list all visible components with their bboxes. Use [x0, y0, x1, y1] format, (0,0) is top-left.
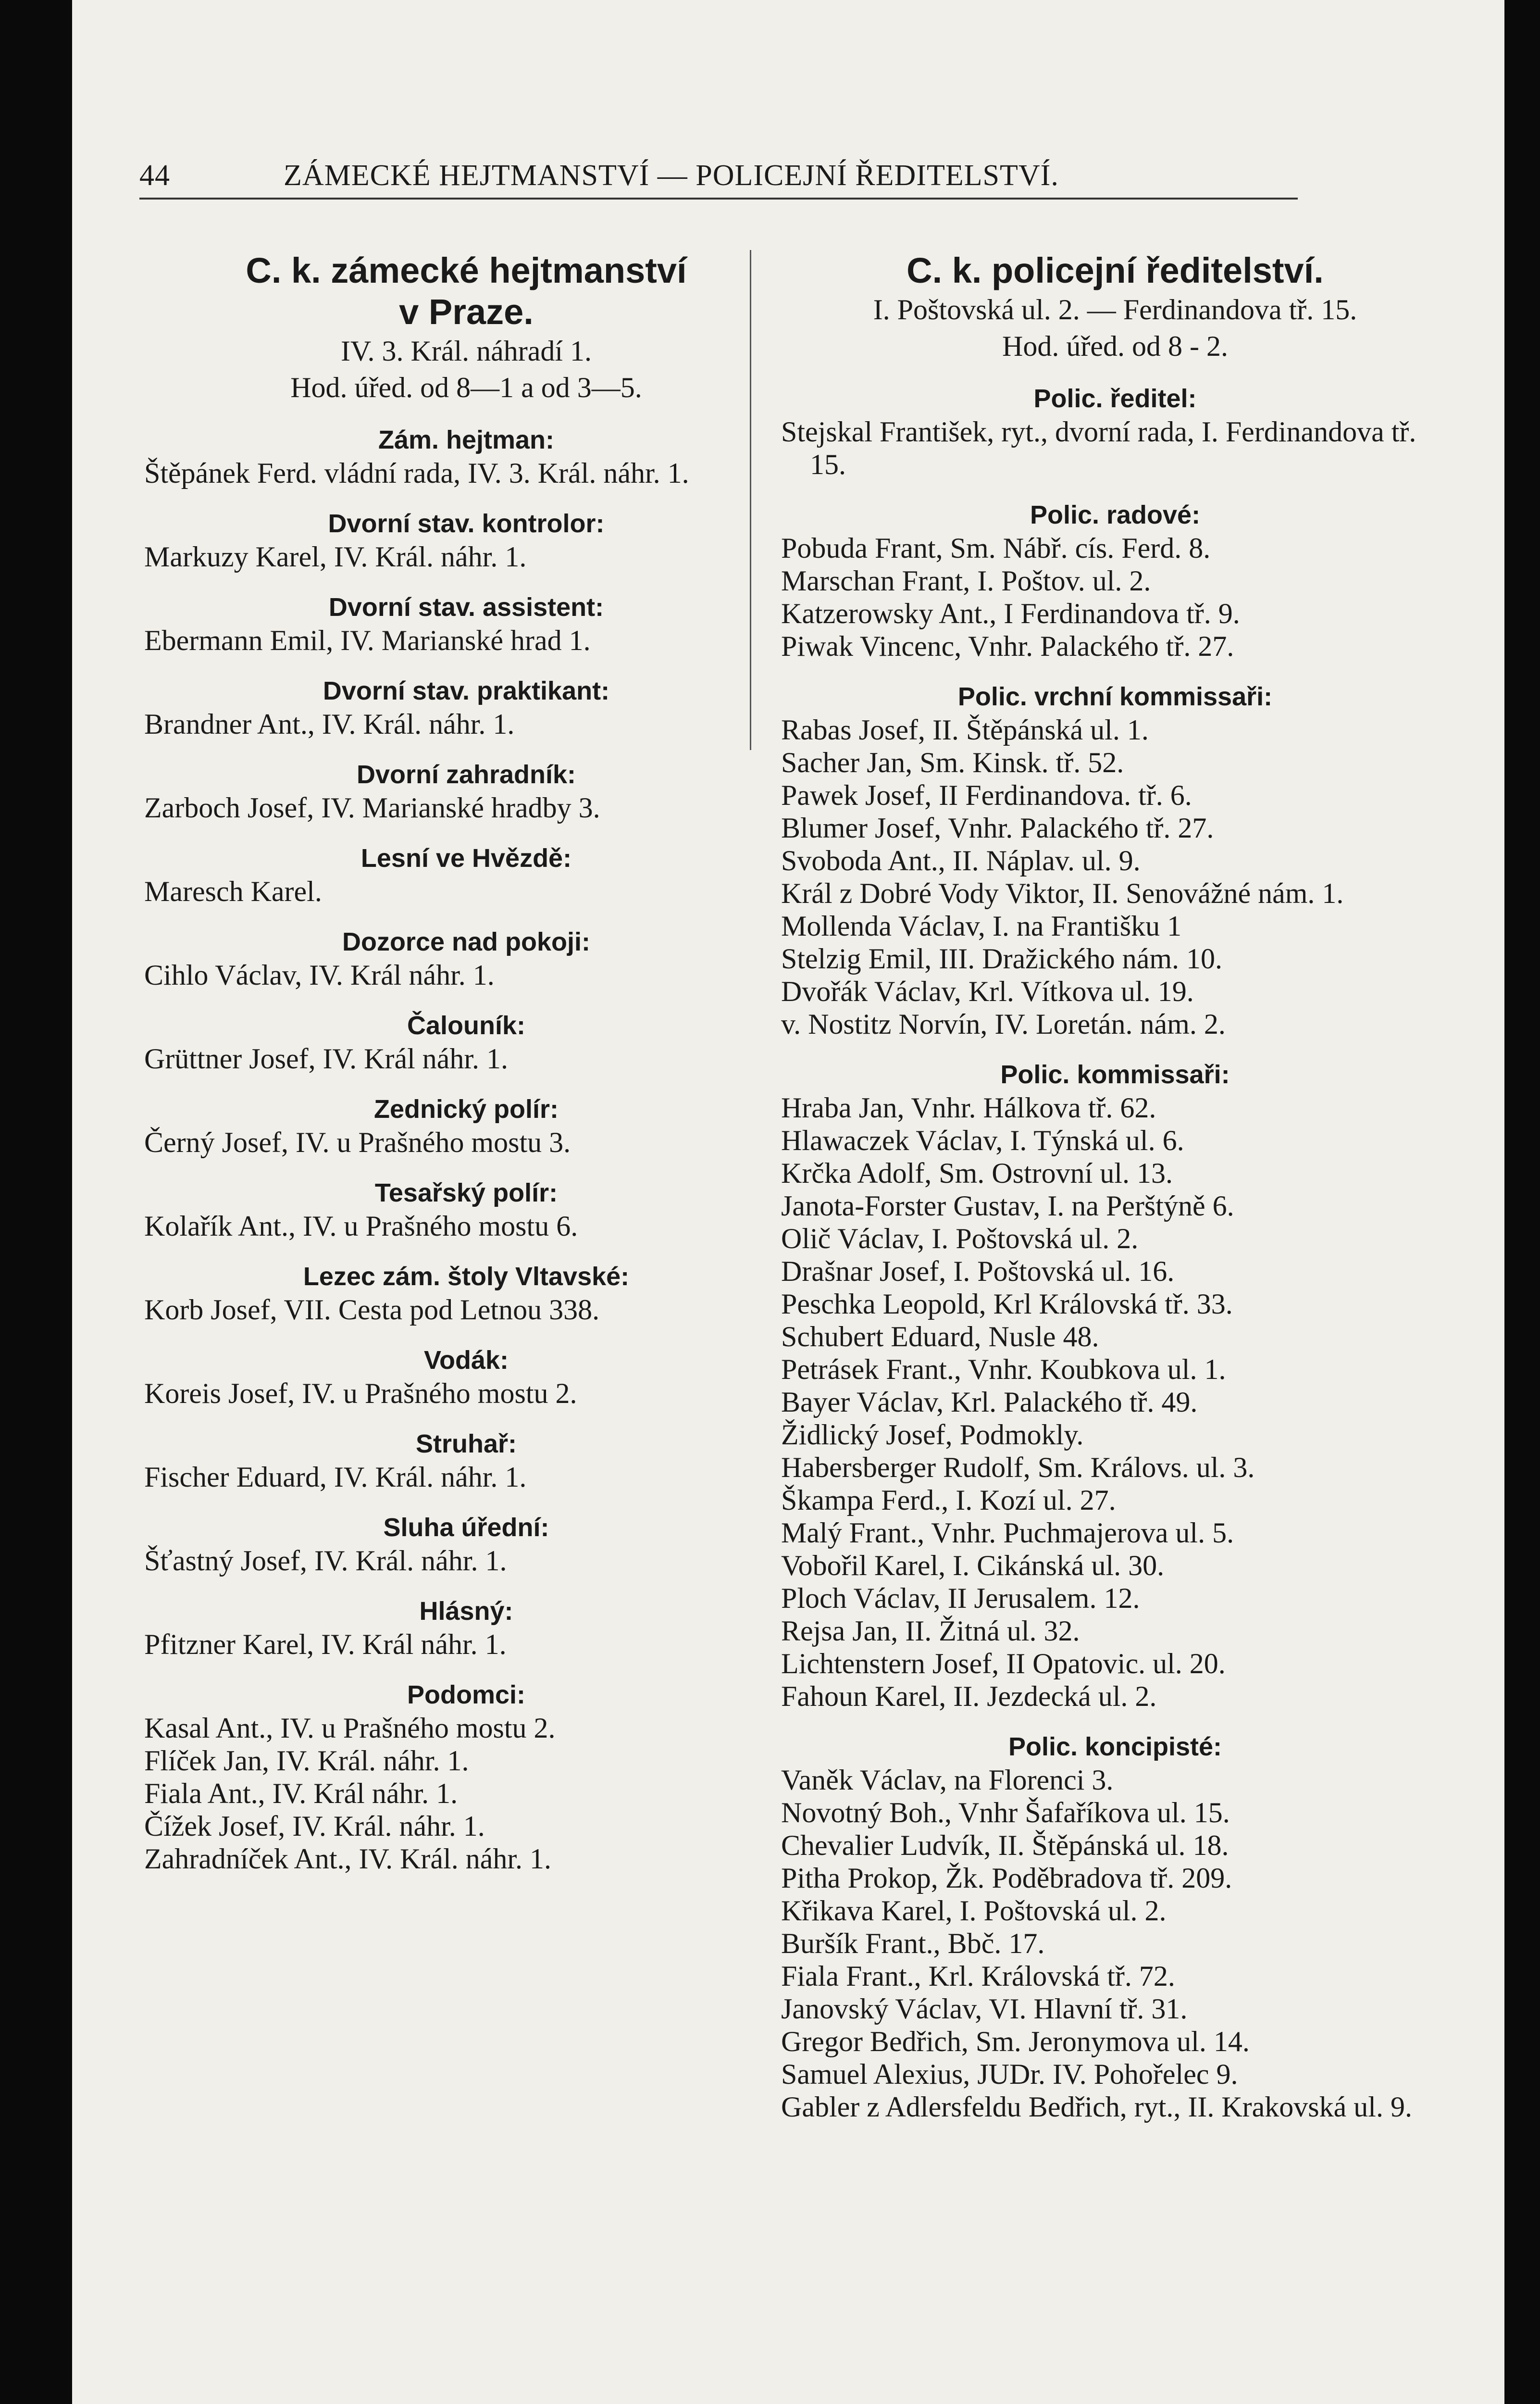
- directory-entry: Zarboch Josef, IV. Marianské hradby 3.: [144, 792, 600, 824]
- right-info-hours: Hod. úřed. od 8 - 2.: [1002, 330, 1228, 362]
- directory-entry: Koreis Josef, IV. u Prašného mostu 2.: [144, 1377, 577, 1409]
- left-title-line-2: v Praze.: [399, 292, 534, 332]
- directory-entry: Fiala Frant., Krl. Královská tř. 72.: [781, 1960, 1175, 1992]
- directory-entry: Ploch Václav, II Jerusalem. 12.: [781, 1582, 1140, 1614]
- section-heading: Dozorce nad pokoji:: [342, 927, 591, 956]
- directory-entry: Pfitzner Karel, IV. Král náhr. 1.: [144, 1628, 507, 1660]
- directory-entry: Schubert Eduard, Nusle 48.: [781, 1321, 1099, 1352]
- directory-entry: Bayer Václav, Krl. Palackého tř. 49.: [781, 1386, 1198, 1418]
- section-heading: Sluha úřední:: [383, 1513, 549, 1542]
- directory-entry: Novotný Boh., Vnhr Šafaříkova ul. 15.: [781, 1797, 1230, 1828]
- left-sections: [144, 423, 788, 1875]
- section-heading: Zednický polír:: [373, 1095, 559, 1124]
- directory-entry: Gabler z Adlersfeldu Bedřich, ryt., II. Krakovská ul. 9.: [781, 2091, 1412, 2123]
- directory-entry: Ebermann Emil, IV. Marianské hrad 1.: [144, 625, 591, 656]
- directory-entry: Piwak Vincenc, Vnhr. Palackého tř. 27.: [781, 630, 1234, 662]
- directory-entry: Brandner Ant., IV. Král. náhr. 1.: [144, 708, 515, 740]
- directory-entry: Krčka Adolf, Sm. Ostrovní ul. 13.: [781, 1157, 1173, 1189]
- directory-entry: Marschan Frant, I. Poštov. ul. 2.: [781, 565, 1151, 597]
- section-heading: Dvorní stav. kontrolor:: [328, 509, 605, 538]
- section-heading: Hlásný:: [419, 1597, 513, 1626]
- directory-entry: Černý Josef, IV. u Prašného mostu 3.: [144, 1127, 571, 1158]
- directory-entry: Chevalier Ludvík, II. Štěpánská ul. 18.: [781, 1829, 1229, 1861]
- directory-entry: Grüttner Josef, IV. Král náhr. 1.: [144, 1043, 509, 1075]
- directory-entry: Cihlo Václav, IV. Král náhr. 1.: [144, 959, 495, 991]
- section-heading: Vodák:: [423, 1346, 509, 1375]
- directory-entry: Samuel Alexius, JUDr. IV. Pohořelec 9.: [781, 2058, 1238, 2090]
- section-heading: Polic. koncipisté:: [1008, 1732, 1222, 1761]
- directory-entry: Vobořil Karel, I. Cikánská ul. 30.: [781, 1550, 1165, 1581]
- directory-entry: Peschka Leopold, Krl Královská tř. 33.: [781, 1288, 1233, 1320]
- directory-entry: v. Nostitz Norvín, IV. Loretán. nám. 2.: [781, 1008, 1226, 1040]
- left-title-line-1: C. k. zámecké hejtmanství: [246, 250, 687, 290]
- section-heading: Podomci:: [407, 1680, 525, 1709]
- left-info-address: IV. 3. Král. náhradí 1.: [340, 335, 592, 367]
- directory-entry: Dvořák Václav, Krl. Vítkova ul. 19.: [781, 976, 1194, 1007]
- section-heading: Zám. hejtman:: [378, 426, 555, 454]
- section-heading: Polic. ředitel:: [1033, 384, 1197, 413]
- directory-entry: Maresch Karel.: [144, 876, 322, 907]
- directory-entry: Buršík Frant., Bbč. 17.: [781, 1928, 1045, 1959]
- directory-entry: Křikava Karel, I. Poštovská ul. 2.: [781, 1895, 1167, 1927]
- left-info-hours: Hod. úřed. od 8—1 a od 3—5.: [290, 372, 642, 403]
- section-heading: Polic. radové:: [1030, 501, 1201, 529]
- directory-entry: Drašnar Josef, I. Poštovská ul. 16.: [781, 1255, 1175, 1287]
- directory-entry: Janovský Václav, VI. Hlavní tř. 31.: [781, 1993, 1188, 2025]
- directory-entry: Pawek Josef, II Ferdinandova. tř. 6.: [781, 779, 1192, 811]
- directory-entry: Fischer Eduard, IV. Král. náhr. 1.: [144, 1461, 527, 1493]
- directory-entry: Šťastný Josef, IV. Král. náhr. 1.: [144, 1545, 507, 1577]
- directory-entry: Habersberger Rudolf, Sm. Královs. ul. 3.: [781, 1452, 1255, 1483]
- directory-entry: Janota-Forster Gustav, I. na Perštýně 6.: [781, 1190, 1234, 1222]
- directory-entry: Pobuda Frant, Sm. Nábř. cís. Ferd. 8.: [781, 532, 1211, 564]
- section-heading: Lesní ve Hvězdě:: [360, 844, 572, 873]
- directory-entry: Markuzy Karel, IV. Král. náhr. 1.: [144, 541, 527, 573]
- directory-entry: Svoboda Ant., II. Náplav. ul. 9.: [781, 845, 1141, 876]
- section-heading: Dvorní zahradník:: [356, 760, 576, 789]
- directory-entry: Petrásek Frant., Vnhr. Koubkova ul. 1.: [781, 1353, 1226, 1385]
- directory-entry: Olič Václav, I. Poštovská ul. 2.: [781, 1223, 1139, 1254]
- directory-entry: Rabas Josef, II. Štěpánská ul. 1.: [781, 714, 1149, 746]
- directory-entry: Sacher Jan, Sm. Kinsk. tř. 52.: [781, 747, 1124, 778]
- section-heading: Dvorní stav. assistent:: [328, 593, 604, 622]
- directory-entry: Korb Josef, VII. Cesta pod Letnou 338.: [144, 1294, 600, 1326]
- directory-entry: Hraba Jan, Vnhr. Hálkova tř. 62.: [781, 1092, 1156, 1124]
- directory-entry: Štěpánek Ferd. vládní rada, IV. 3. Král. náhr. 1.: [144, 457, 689, 489]
- right-title: C. k. policejní ředitelství.: [907, 250, 1324, 290]
- directory-entry: Škampa Ferd., I. Kozí ul. 27.: [781, 1484, 1116, 1516]
- directory-entry: Židlický Josef, Podmokly.: [781, 1419, 1084, 1451]
- right-info-address: I. Poštovská ul. 2. — Ferdinandova tř. 15.: [873, 294, 1357, 326]
- section-heading: Struhař:: [415, 1429, 517, 1458]
- right-column: [781, 250, 1449, 2123]
- section-heading: Dvorní stav. praktikant:: [323, 676, 610, 705]
- directory-entry: Rejsa Jan, II. Žitná ul. 32.: [781, 1615, 1080, 1647]
- section-heading: Polic. kommissaři:: [1000, 1060, 1230, 1089]
- directory-entry: Vaněk Václav, na Florenci 3.: [781, 1764, 1114, 1796]
- directory-entry: Zahradníček Ant., IV. Král. náhr. 1.: [144, 1843, 552, 1875]
- directory-entry: Král z Dobré Vody Viktor, II. Senovážné nám. 1.: [781, 877, 1344, 909]
- directory-entry: Fahoun Karel, II. Jezdecká ul. 2.: [781, 1680, 1157, 1712]
- directory-entry: Gregor Bedřich, Sm. Jeronymova ul. 14.: [781, 2026, 1250, 2057]
- directory-entry: Katzerowsky Ant., I Ferdinandova tř. 9.: [781, 598, 1240, 629]
- section-heading: Tesařský polír:: [374, 1178, 558, 1207]
- directory-entry: Čížek Josef, IV. Král. náhr. 1.: [144, 1810, 485, 1842]
- section-heading: Lezec zám. štoly Vltavské:: [303, 1262, 630, 1291]
- directory-entry: Malý Frant., Vnhr. Puchmajerova ul. 5.: [781, 1517, 1234, 1549]
- directory-entry: Flíček Jan, IV. Král. náhr. 1.: [144, 1745, 469, 1777]
- directory-entry: Fiala Ant., IV. Král náhr. 1.: [144, 1778, 458, 1809]
- directory-entry: Stelzig Emil, III. Dražického nám. 10.: [781, 943, 1223, 975]
- section-heading: Čalouník:: [407, 1011, 525, 1040]
- directory-entry: Hlawaczek Václav, I. Týnská ul. 6.: [781, 1125, 1184, 1156]
- left-column: [144, 250, 788, 1875]
- directory-entry: Stejskal František, ryt., dvorní rada, I. Ferdinandova tř. 15.: [781, 416, 1416, 480]
- directory-entry: Blumer Josef, Vnhr. Palackého tř. 27.: [781, 812, 1214, 844]
- right-sections: [781, 382, 1449, 2123]
- section-heading: Polic. vrchní kommissaři:: [957, 682, 1273, 711]
- running-title: ZÁMECKÉ HEJTMANSTVÍ — POLICEJNÍ ŘEDITELSTVÍ.: [284, 159, 1059, 192]
- directory-entry: Kolařík Ant., IV. u Prašného mostu 6.: [144, 1210, 578, 1242]
- directory-entry: Pitha Prokop, Žk. Poděbradova tř. 209.: [781, 1862, 1232, 1894]
- directory-entry: Mollenda Václav, I. na Františku 1: [781, 910, 1182, 942]
- running-header: [139, 159, 1298, 200]
- directory-entry: Kasal Ant., IV. u Prašného mostu 2.: [144, 1712, 556, 1744]
- page-number: 44: [139, 159, 170, 192]
- directory-entry: Lichtenstern Josef, II Opatovic. ul. 20.: [781, 1648, 1226, 1679]
